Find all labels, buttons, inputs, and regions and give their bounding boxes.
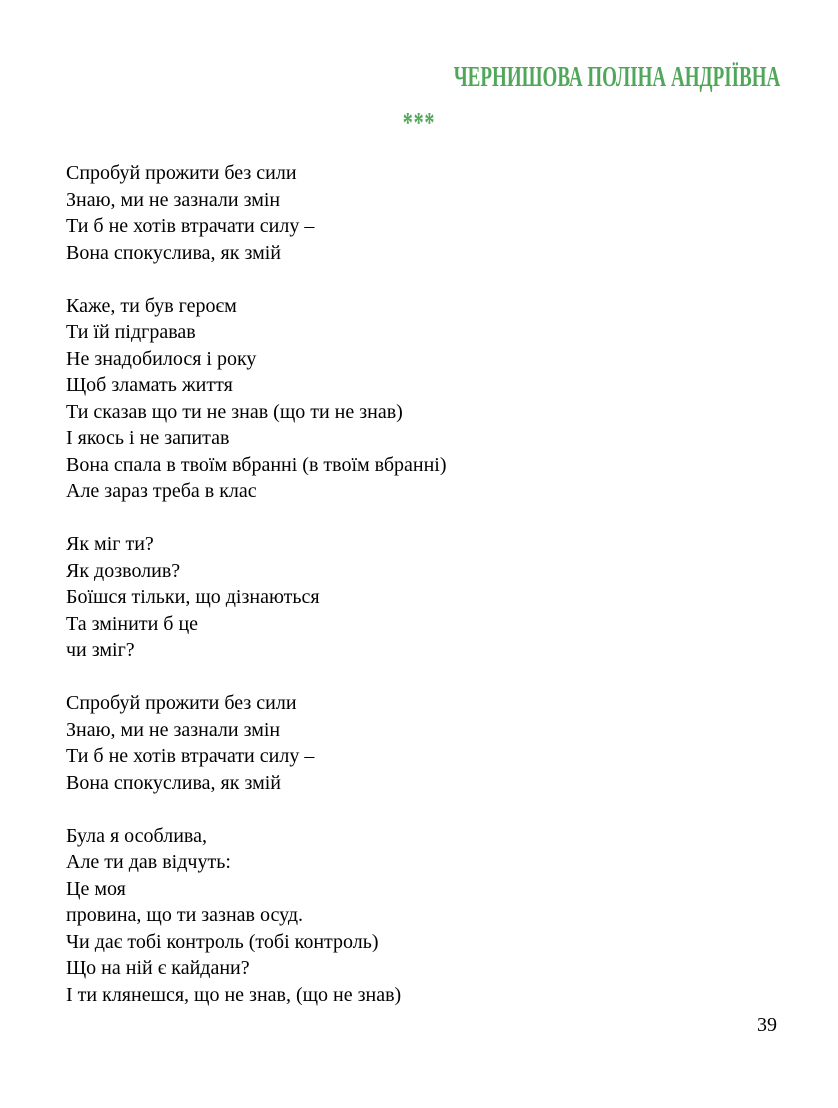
stanza: [66, 690, 447, 796]
poem-line: Ти сказав що ти не знав (що ти не знав): [66, 400, 403, 423]
poem-line: Знаю, ми не зазнали змін: [66, 188, 281, 211]
poem-body: [66, 160, 447, 1035]
stanza: [66, 823, 447, 1009]
stanza: [66, 160, 447, 266]
poem-line: Знаю, ми не зазнали змін: [66, 718, 281, 741]
poem-line: Але ти дав відчуть:: [66, 851, 231, 873]
poem-line: Як міг ти?: [66, 533, 154, 555]
poem-line: Спробуй прожити без сили: [66, 162, 297, 184]
poem-line: Ти б не хотів втрачати силу –: [66, 215, 315, 237]
poem-line: Була я особлива,: [66, 824, 207, 847]
poem-line: Вона спокуслива, як змій: [66, 241, 281, 264]
poem-line: Та змінити б це: [66, 612, 199, 635]
page-number: 39: [757, 1014, 777, 1036]
poem-line: Боїшся тільки, що дізнаються: [66, 586, 320, 608]
poem-line: Ти б не хотів втрачати силу –: [66, 745, 315, 767]
poem-line: І якось і не запитав: [66, 427, 230, 449]
poem-line: Як дозволив?: [66, 559, 181, 582]
poem-line: провина, що ти зазнав осуд.: [66, 904, 304, 926]
poem-line: Вона спокуслива, як змій: [66, 771, 281, 794]
poem-line: Вона спала в твоїм вбранні (в твоїм вбранні): [66, 453, 447, 476]
poem-separator-asterisks: ***: [402, 108, 436, 139]
stanza: [66, 531, 447, 664]
poem-line: Спробуй прожити без сили: [66, 692, 297, 714]
poem-line: Це моя: [66, 877, 126, 900]
poem-line: Але зараз треба в клас: [66, 480, 257, 502]
poem-line: Ти їй підгравав: [66, 321, 196, 343]
stanza: [66, 293, 447, 505]
poem-line: Не знадобилося і року: [66, 347, 257, 370]
poem-line: чи зміг?: [66, 639, 135, 661]
poem-line: Щоб зламать життя: [66, 374, 233, 396]
poem-line: Чи дає тобі контроль (тобі контроль): [66, 930, 379, 953]
poem-line: І ти клянешся, що не знав, (що не знав): [66, 983, 402, 1006]
author-title: ЧЕРНИШОВА ПОЛІНА АНДРІЇВНА: [453, 62, 780, 93]
poem-line: Каже, ти був героєм: [66, 294, 237, 317]
poem-line: Що на ній є кайдани?: [66, 957, 250, 979]
